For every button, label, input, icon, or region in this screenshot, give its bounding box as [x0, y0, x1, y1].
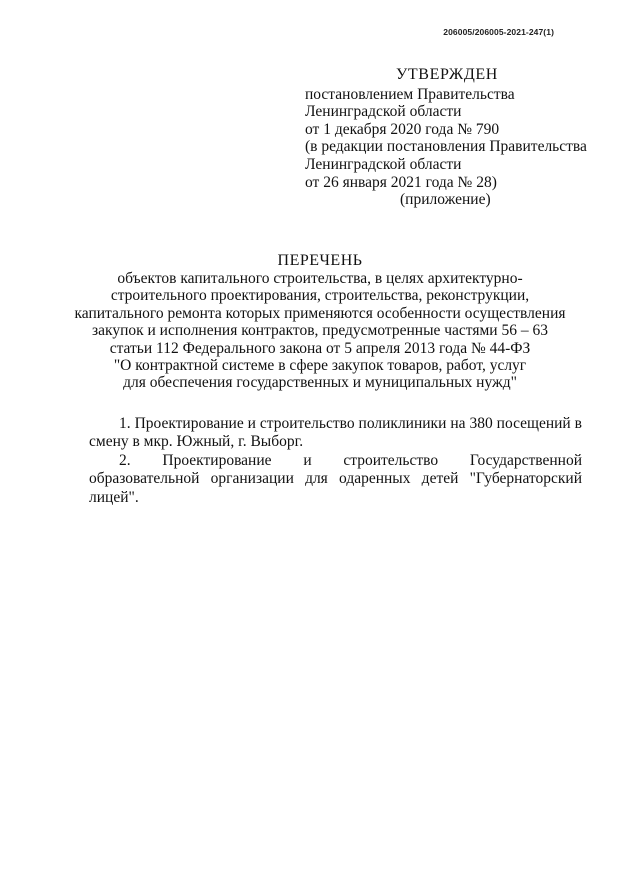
- title-line: "О контрактной системе в сфере закупок товаров, работ, услуг: [113, 357, 527, 375]
- title-line: капитального ремонта которых применяются особенности осуществления: [74, 304, 566, 322]
- list-title-block: [60, 251, 580, 392]
- title-line: для обеспечения государственных и муниципальных нужд": [123, 374, 517, 392]
- appendix-label: (приложение): [400, 191, 491, 209]
- approval-line: Ленинградской области: [305, 103, 462, 121]
- approval-heading: УТВЕРЖДЕН: [396, 66, 498, 83]
- approval-line: постановлением Правительства: [305, 85, 515, 103]
- list-item-2-word: Государственной: [469, 451, 582, 469]
- list-item-2-word: и: [303, 451, 312, 469]
- list-item-2: [89, 452, 582, 507]
- title-line: объектов капитального строительства, в целях архитектурно-: [117, 270, 523, 287]
- approval-stamp: [305, 66, 605, 209]
- title-line: строительного проектирования, строительства, реконструкции,: [110, 287, 530, 305]
- list-item-2-word: 2.: [119, 451, 131, 469]
- title-line: закупок и исполнения контрактов, предусмотренные частями 56 – 63: [92, 322, 548, 340]
- list-item-2-continuation: образовательной организации для одаренных детей "Губернаторский лицей".: [89, 470, 582, 506]
- document-code: 206005/206005-2021-247(1): [443, 27, 554, 37]
- list-item-2-word: строительство: [343, 451, 439, 469]
- list-item-2-word: Проектирование: [162, 451, 272, 469]
- approval-line: от 1 декабря 2020 года № 790: [305, 120, 500, 138]
- title-line: статьи 112 Федерального закона от 5 апреля 2013 года № 44-ФЗ: [109, 339, 531, 357]
- approval-line: Ленинградской области: [305, 155, 462, 173]
- document-title: ПЕРЕЧЕНЬ: [277, 252, 363, 269]
- list-item-2-first-line: [89, 452, 582, 470]
- list-item-1: 1. Проектирование и строительство поликлиники на 380 посещений в смену в мкр. Южный, г. Выборг.: [89, 415, 582, 451]
- approval-line: (в редакции постановления Правительства: [305, 138, 587, 156]
- approval-line: от 26 января 2021 года № 28): [305, 173, 497, 191]
- objects-list: [89, 415, 582, 507]
